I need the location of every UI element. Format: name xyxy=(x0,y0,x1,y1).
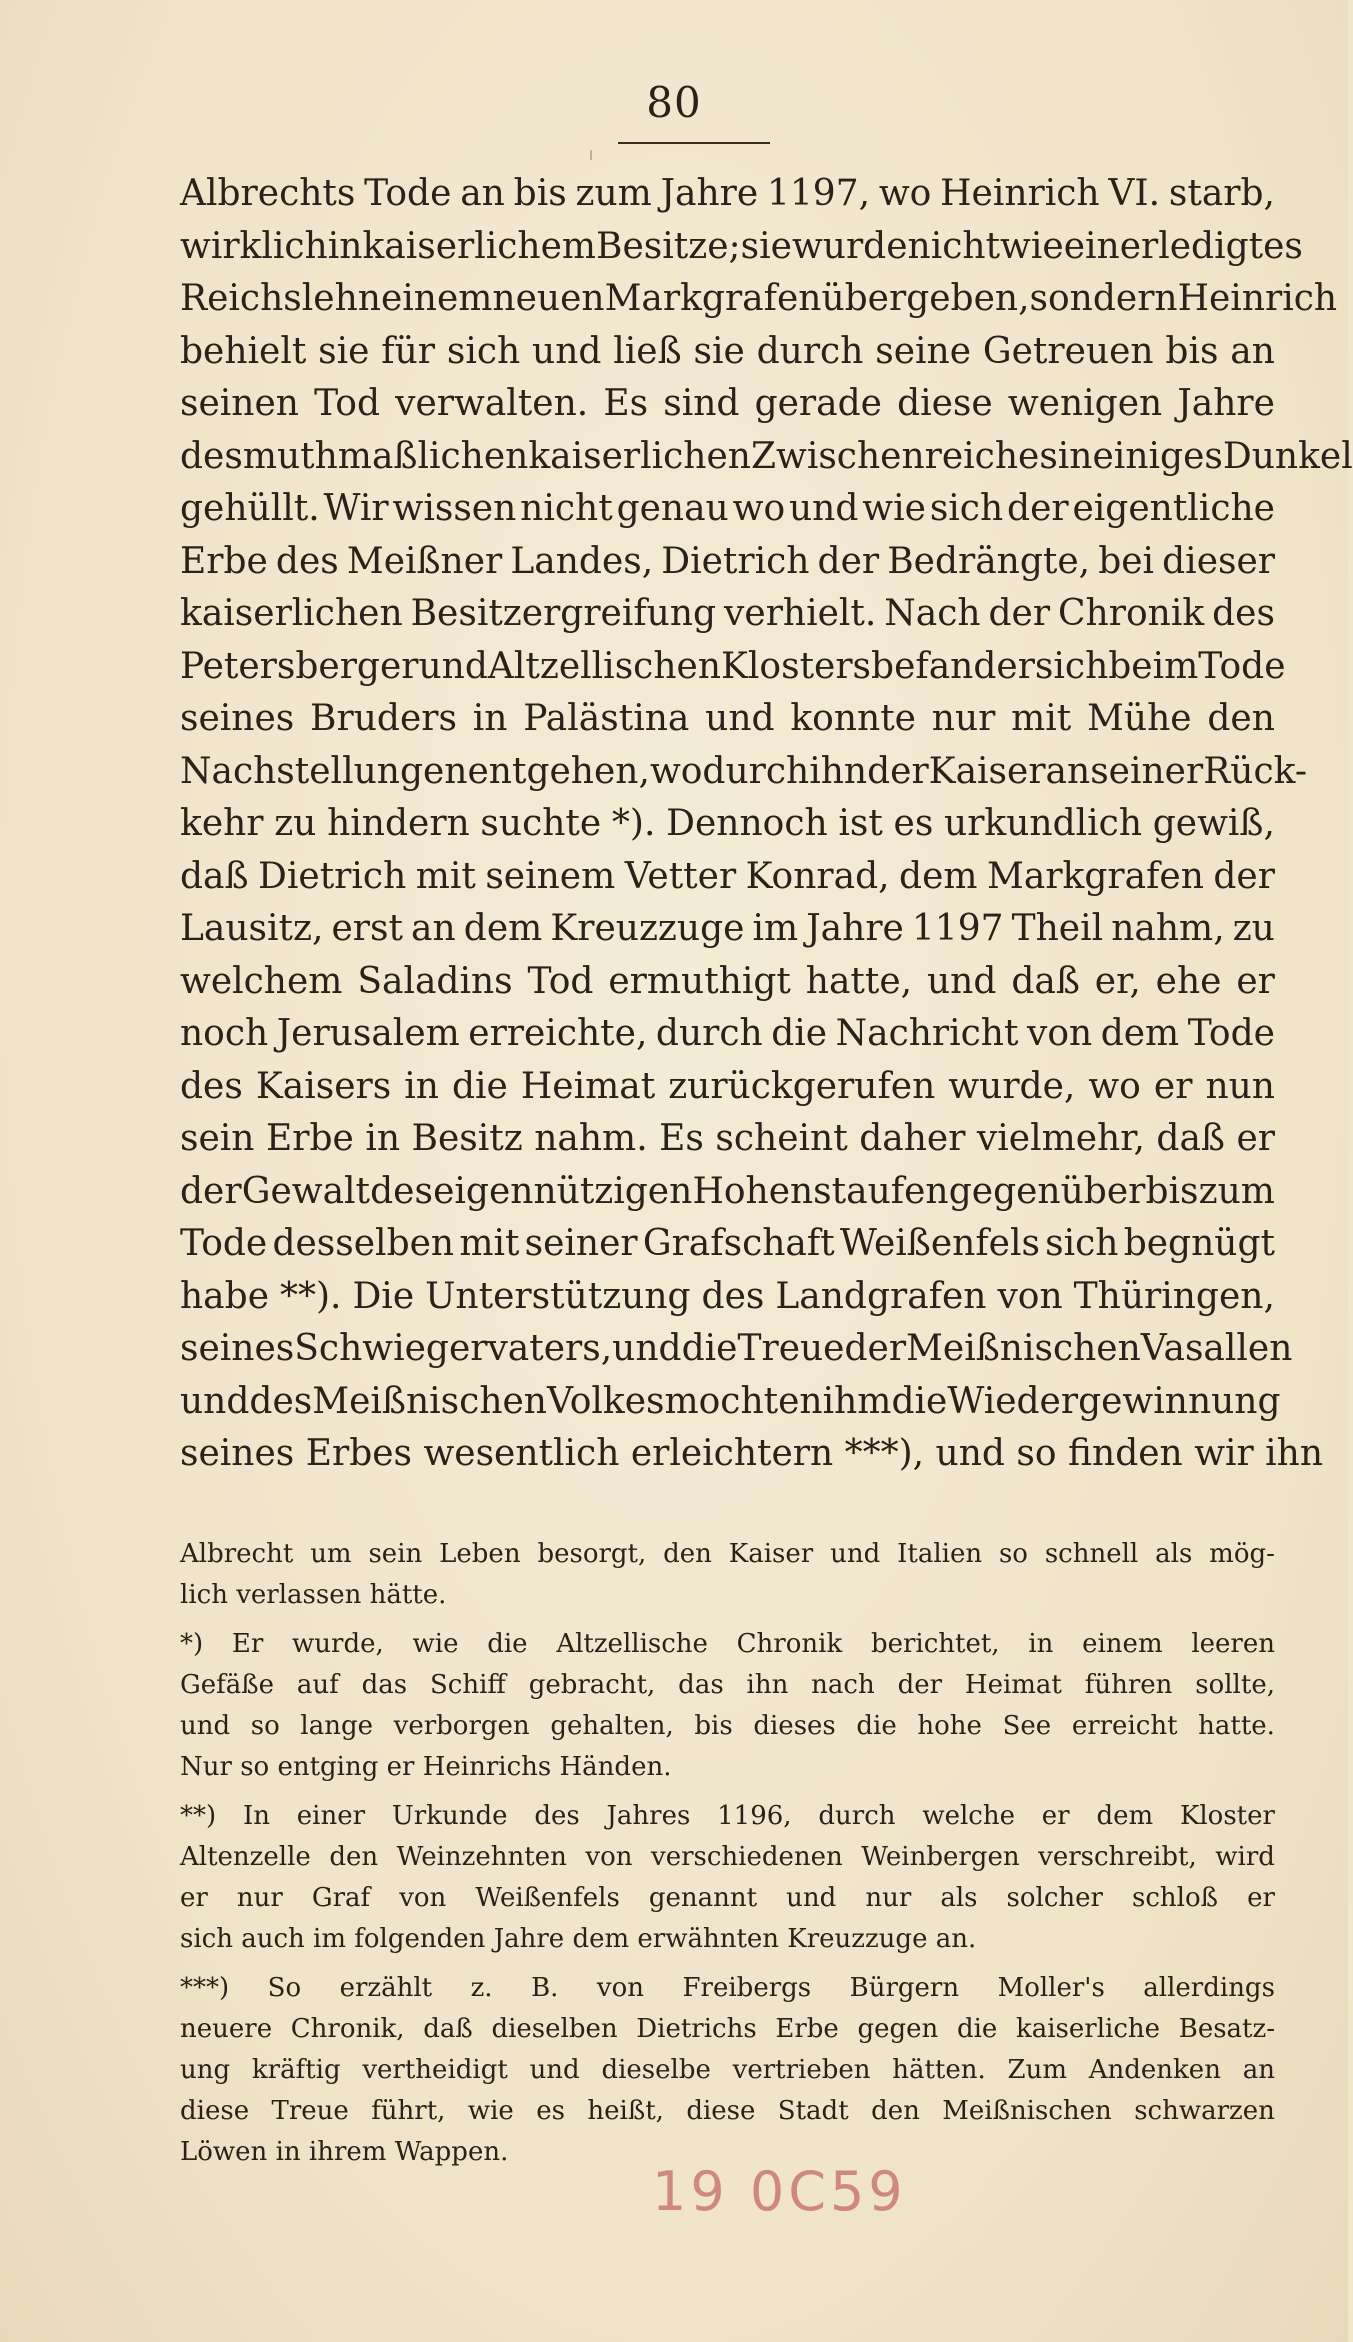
body-line: seines Bruders in Palästina und konnte nur mit Mühe den xyxy=(180,698,1275,739)
footnote-line: und so lange verborgen gehalten, bis dieses die hohe See erreicht hatte. xyxy=(180,1711,1275,1741)
body-line: Tode desselben mit seiner Grafschaft Weißenfels sich begnügt xyxy=(180,1223,1275,1264)
body-line: kehr zu hindern suchte *). Dennoch ist es urkundlich gewiß, xyxy=(180,803,1275,844)
body-line: Erbe des Meißner Landes, Dietrich der Bedrängte, bei dieser xyxy=(180,540,1275,582)
body-line: seinen Tod verwalten. Es sind gerade diese wenigen Jahre xyxy=(180,383,1275,424)
footnote-line: neuere Chronik, daß dieselben Dietrichs Erbe gegen die kaiserliche Besatz- xyxy=(180,2014,1275,2044)
body-line: und des Meißnischen Volkes mochten ihm die Wiedergewinnung xyxy=(180,1380,1281,1422)
body-line: der Gewalt des eigennützigen Hohenstaufen gegenüber bis zum xyxy=(180,1170,1275,1212)
footnote-line: *) Er wurde, wie die Altzellische Chronik berichtet, in einem leeren xyxy=(180,1629,1275,1659)
body-line: Lausitz, erst an dem Kreuzzuge im Jahre 1197 Theil nahm, zu xyxy=(180,908,1275,949)
footnote-line: sich auch im folgenden Jahre dem erwähnten Kreuzzuge an. xyxy=(180,1924,977,1954)
ink-mark xyxy=(590,150,592,160)
body-line: gehüllt. Wir wissen nicht genau wo und wie sich der eigentliche xyxy=(180,488,1275,529)
footnote-line: Nur so entging er Heinrichs Händen. xyxy=(180,1752,672,1782)
footnotes xyxy=(180,1534,1275,2173)
footnote-line: ung kräftig vertheidigt und dieselbe vertrieben hätten. Zum Andenken an xyxy=(180,2055,1275,2085)
footnote-line: Gefäße auf das Schiff gebracht, das ihn nach der Heimat führen sollte, xyxy=(180,1670,1275,1700)
body-line: Petersberger und Altzellischen Klosters befand er sich beim Tode xyxy=(180,645,1286,687)
body-line: seines Schwiegervaters, und die Treue der Meißnischen Vasallen xyxy=(180,1328,1293,1369)
body-line: sein Erbe in Besitz nahm. Es scheint daher vielmehr, daß er xyxy=(180,1118,1275,1159)
page-number: 80 xyxy=(646,78,702,127)
body-line: des Kaisers in die Heimat zurückgerufen wurde, wo er nun xyxy=(180,1065,1275,1107)
footnote-line: lich verlassen hätte. xyxy=(180,1580,447,1610)
body-line: seines Erbes wesentlich erleichtern ***), und so finden wir ihn xyxy=(180,1433,1324,1474)
footnote-line: ***) So erzählt z. B. von Freibergs Bürgern Moller's allerdings xyxy=(180,1973,1275,2003)
main-text xyxy=(180,168,1353,1481)
body-line: Nachstellungen entgehen, wodurch ihn der Kaiser an seiner Rück- xyxy=(180,750,1307,792)
body-line: wirklich in kaiserlichem Besitze; sie wurde nicht wie ein erledigtes xyxy=(180,225,1303,267)
footnote-line: Albrecht um sein Leben besorgt, den Kaiser und Italien so schnell als mög- xyxy=(180,1539,1275,1569)
footnote-line: **) In einer Urkunde des Jahres 1196, durch welche er dem Kloster xyxy=(180,1801,1275,1831)
body-line: habe **). Die Unterstützung des Landgrafen von Thüringen, xyxy=(180,1275,1275,1317)
footnote-line: er nur Graf von Weißenfels genannt und nur als solcher schloß er xyxy=(180,1883,1275,1913)
footnote-line: Altenzelle den Weinzehnten von verschiedenen Weinbergen verschreibt, wird xyxy=(180,1842,1275,1872)
body-line: behielt sie für sich und ließ sie durch seine Getreuen bis an xyxy=(180,330,1275,372)
body-line: noch Jerusalem erreichte, durch die Nachricht von dem Tode xyxy=(180,1013,1275,1054)
body-line: welchem Saladins Tod ermuthigt hatte, und daß er, ehe er xyxy=(180,960,1275,1002)
header-rule xyxy=(618,142,770,144)
body-line: Albrechts Tode an bis zum Jahre 1197, wo Heinrich VI. starb, xyxy=(180,173,1275,214)
footnote-line: Löwen in ihrem Wappen. xyxy=(180,2137,509,2167)
body-line: des muthmaßlichen kaiserlichen Zwischenreiches in einiges Dunkel xyxy=(180,435,1353,477)
body-line: Reichslehn einem neuen Markgrafen übergeben, sondern Heinrich xyxy=(180,278,1338,319)
body-line: kaiserlichen Besitzergreifung verhielt. Nach der Chronik des xyxy=(180,593,1275,634)
library-stamp: 19 0C59 xyxy=(652,2160,907,2223)
body-line: daß Dietrich mit seinem Vetter Konrad, dem Markgrafen der xyxy=(180,855,1275,897)
footnote-line: diese Treue führt, wie es heißt, diese Stadt den Meißnischen schwarzen xyxy=(180,2096,1275,2126)
